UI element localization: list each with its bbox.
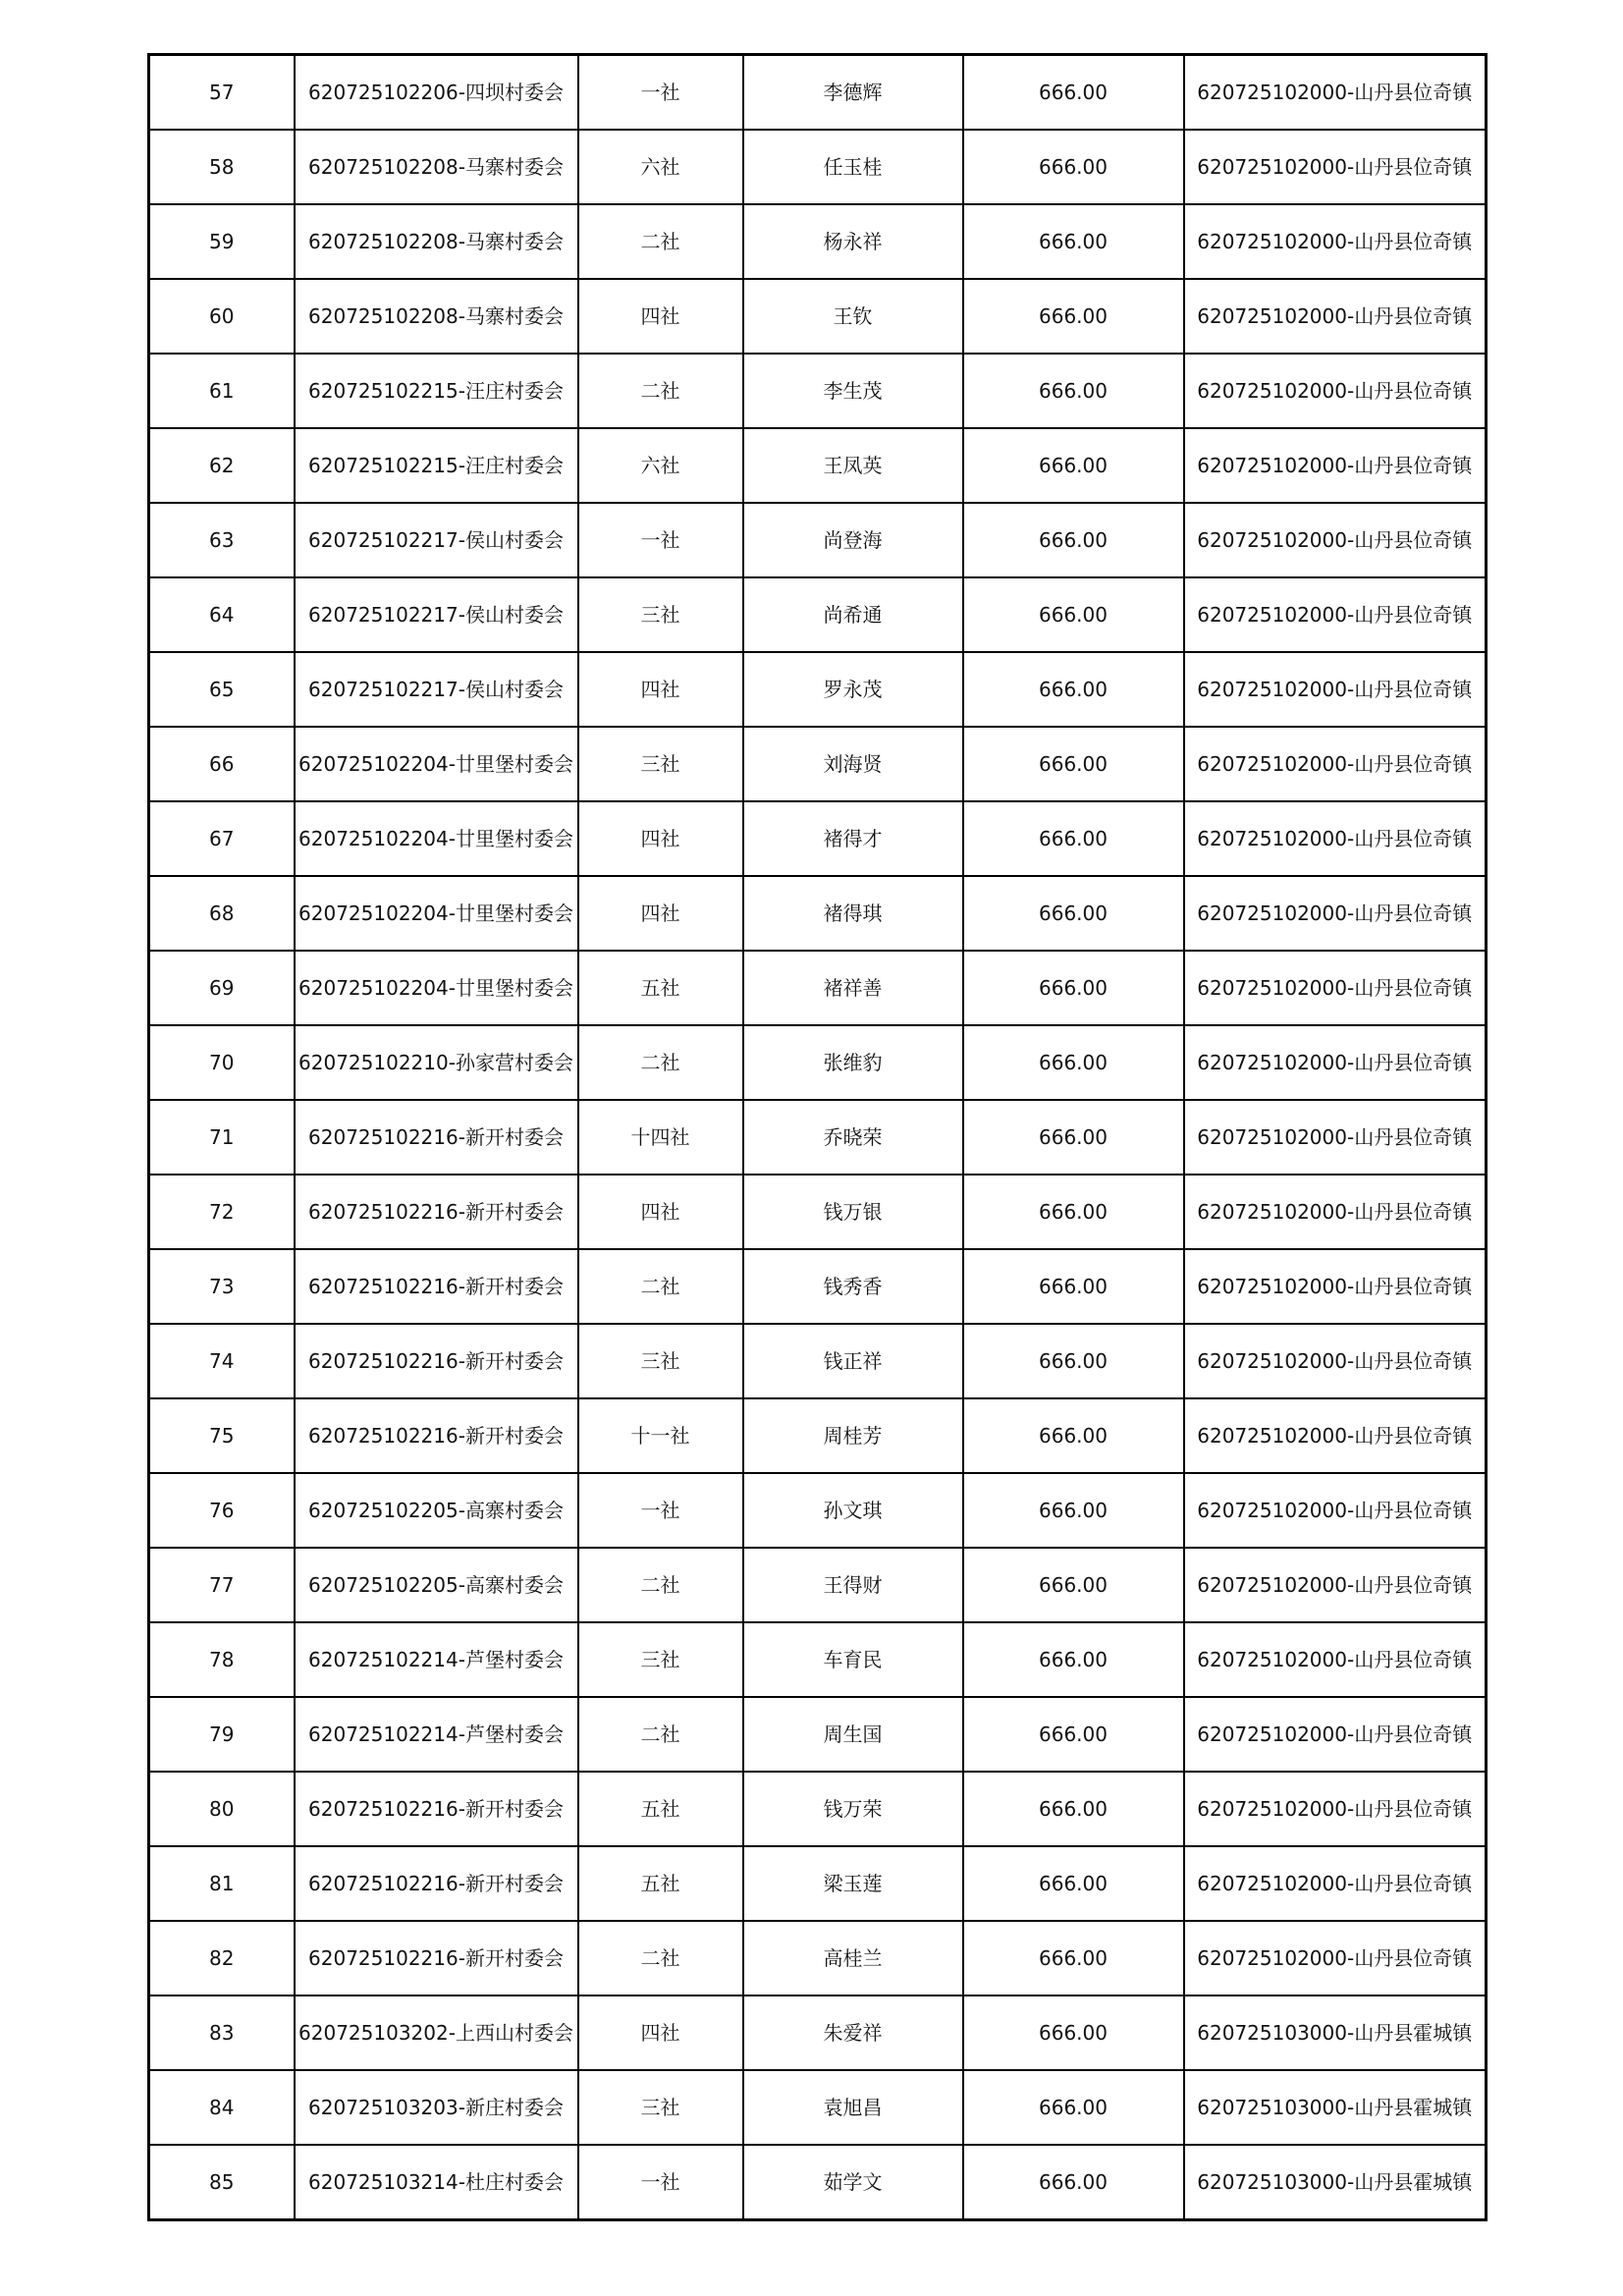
table-row (149, 2145, 1487, 2220)
village-committee-cell: 620725102215-汪庄村委会 (295, 428, 578, 503)
village-committee-cell: 620725103202-上西山村委会 (295, 1995, 578, 2070)
village-committee-cell: 620725102216-新开村委会 (295, 1100, 578, 1175)
village-group-cell: 十一社 (578, 1398, 743, 1473)
township-cell: 620725102000-山丹县位奇镇 (1184, 1324, 1487, 1398)
township-cell: 620725102000-山丹县位奇镇 (1184, 55, 1487, 131)
row-number-cell: 73 (149, 1249, 295, 1324)
amount-cell: 666.00 (963, 652, 1184, 727)
table-row (149, 1995, 1487, 2070)
amount-cell: 666.00 (963, 279, 1184, 354)
township-cell: 620725102000-山丹县位奇镇 (1184, 577, 1487, 652)
amount-cell: 666.00 (963, 727, 1184, 801)
village-group-cell: 三社 (578, 1622, 743, 1697)
row-number-cell: 84 (149, 2070, 295, 2145)
village-committee-cell: 620725102208-马寨村委会 (295, 130, 578, 204)
row-number-cell: 78 (149, 1622, 295, 1697)
township-cell: 620725102000-山丹县位奇镇 (1184, 1548, 1487, 1622)
row-number-cell: 83 (149, 1995, 295, 2070)
village-group-cell: 四社 (578, 801, 743, 876)
person-name-cell: 茹学文 (743, 2145, 963, 2220)
row-number-cell: 67 (149, 801, 295, 876)
row-number-cell: 68 (149, 876, 295, 951)
township-cell: 620725102000-山丹县位奇镇 (1184, 1025, 1487, 1100)
row-number-cell: 75 (149, 1398, 295, 1473)
village-group-cell: 四社 (578, 1175, 743, 1249)
village-group-cell: 一社 (578, 2145, 743, 2220)
person-name-cell: 任玉桂 (743, 130, 963, 204)
table-row (149, 801, 1487, 876)
village-group-cell: 五社 (578, 951, 743, 1025)
township-cell: 620725102000-山丹县位奇镇 (1184, 1398, 1487, 1473)
person-name-cell: 乔晓荣 (743, 1100, 963, 1175)
amount-cell: 666.00 (963, 2070, 1184, 2145)
village-committee-cell: 620725102204-廿里堡村委会 (295, 876, 578, 951)
amount-cell: 666.00 (963, 1398, 1184, 1473)
village-committee-cell: 620725102217-侯山村委会 (295, 503, 578, 577)
village-committee-cell: 620725102216-新开村委会 (295, 1175, 578, 1249)
amount-cell: 666.00 (963, 2145, 1184, 2220)
row-number-cell: 79 (149, 1697, 295, 1772)
person-name-cell: 王凤英 (743, 428, 963, 503)
village-group-cell: 一社 (578, 503, 743, 577)
row-number-cell: 71 (149, 1100, 295, 1175)
table-row (149, 1324, 1487, 1398)
village-group-cell: 二社 (578, 354, 743, 428)
amount-cell: 666.00 (963, 503, 1184, 577)
table-row (149, 1772, 1487, 1846)
person-name-cell: 褚得琪 (743, 876, 963, 951)
village-committee-cell: 620725103214-杜庄村委会 (295, 2145, 578, 2220)
row-number-cell: 65 (149, 652, 295, 727)
village-group-cell: 二社 (578, 1025, 743, 1100)
amount-cell: 666.00 (963, 1249, 1184, 1324)
village-committee-cell: 620725102217-侯山村委会 (295, 652, 578, 727)
person-name-cell: 车育民 (743, 1622, 963, 1697)
village-committee-cell: 620725102214-芦堡村委会 (295, 1697, 578, 1772)
row-number-cell: 76 (149, 1473, 295, 1548)
village-group-cell: 三社 (578, 577, 743, 652)
table-row (149, 951, 1487, 1025)
village-committee-cell: 620725102216-新开村委会 (295, 1772, 578, 1846)
row-number-cell: 63 (149, 503, 295, 577)
row-number-cell: 85 (149, 2145, 295, 2220)
table-row (149, 1175, 1487, 1249)
township-cell: 620725102000-山丹县位奇镇 (1184, 1249, 1487, 1324)
amount-cell: 666.00 (963, 876, 1184, 951)
row-number-cell: 61 (149, 354, 295, 428)
table-row (149, 1846, 1487, 1921)
village-group-cell: 二社 (578, 1697, 743, 1772)
village-group-cell: 四社 (578, 652, 743, 727)
person-name-cell: 褚祥善 (743, 951, 963, 1025)
village-committee-cell: 620725102204-廿里堡村委会 (295, 727, 578, 801)
row-number-cell: 60 (149, 279, 295, 354)
village-committee-cell: 620725102216-新开村委会 (295, 1249, 578, 1324)
table-row (149, 55, 1487, 131)
village-committee-cell: 620725102205-高寨村委会 (295, 1548, 578, 1622)
row-number-cell: 57 (149, 55, 295, 131)
township-cell: 620725102000-山丹县位奇镇 (1184, 428, 1487, 503)
township-cell: 620725102000-山丹县位奇镇 (1184, 1921, 1487, 1995)
township-cell: 620725102000-山丹县位奇镇 (1184, 1772, 1487, 1846)
township-cell: 620725102000-山丹县位奇镇 (1184, 503, 1487, 577)
village-group-cell: 二社 (578, 1921, 743, 1995)
village-group-cell: 二社 (578, 204, 743, 279)
table-row (149, 279, 1487, 354)
row-number-cell: 70 (149, 1025, 295, 1100)
person-name-cell: 孙文琪 (743, 1473, 963, 1548)
township-cell: 620725102000-山丹县位奇镇 (1184, 727, 1487, 801)
subsidy-roster-table (147, 53, 1488, 2221)
village-committee-cell: 620725102216-新开村委会 (295, 1324, 578, 1398)
township-cell: 620725102000-山丹县位奇镇 (1184, 354, 1487, 428)
township-cell: 620725102000-山丹县位奇镇 (1184, 204, 1487, 279)
village-committee-cell: 620725102204-廿里堡村委会 (295, 951, 578, 1025)
table-row (149, 354, 1487, 428)
township-cell: 620725102000-山丹县位奇镇 (1184, 279, 1487, 354)
person-name-cell: 尚希通 (743, 577, 963, 652)
township-cell: 620725102000-山丹县位奇镇 (1184, 951, 1487, 1025)
person-name-cell: 褚得才 (743, 801, 963, 876)
person-name-cell: 罗永茂 (743, 652, 963, 727)
table-row (149, 1025, 1487, 1100)
person-name-cell: 梁玉莲 (743, 1846, 963, 1921)
person-name-cell: 王得财 (743, 1548, 963, 1622)
table-row (149, 130, 1487, 204)
person-name-cell: 钱正祥 (743, 1324, 963, 1398)
person-name-cell: 王钦 (743, 279, 963, 354)
table-row (149, 503, 1487, 577)
person-name-cell: 袁旭昌 (743, 2070, 963, 2145)
village-group-cell: 五社 (578, 1772, 743, 1846)
person-name-cell: 周生国 (743, 1697, 963, 1772)
row-number-cell: 72 (149, 1175, 295, 1249)
village-committee-cell: 620725102214-芦堡村委会 (295, 1622, 578, 1697)
amount-cell: 666.00 (963, 1697, 1184, 1772)
village-committee-cell: 620725103203-新庄村委会 (295, 2070, 578, 2145)
village-group-cell: 十四社 (578, 1100, 743, 1175)
amount-cell: 666.00 (963, 1175, 1184, 1249)
village-group-cell: 四社 (578, 1995, 743, 2070)
township-cell: 620725102000-山丹县位奇镇 (1184, 801, 1487, 876)
township-cell: 620725102000-山丹县位奇镇 (1184, 1622, 1487, 1697)
village-group-cell: 三社 (578, 727, 743, 801)
township-cell: 620725103000-山丹县霍城镇 (1184, 2145, 1487, 2220)
village-group-cell: 五社 (578, 1846, 743, 1921)
table-row (149, 428, 1487, 503)
row-number-cell: 74 (149, 1324, 295, 1398)
person-name-cell: 朱爱祥 (743, 1995, 963, 2070)
township-cell: 620725102000-山丹县位奇镇 (1184, 1100, 1487, 1175)
village-committee-cell: 620725102208-马寨村委会 (295, 204, 578, 279)
row-number-cell: 69 (149, 951, 295, 1025)
township-cell: 620725102000-山丹县位奇镇 (1184, 130, 1487, 204)
village-committee-cell: 620725102215-汪庄村委会 (295, 354, 578, 428)
row-number-cell: 81 (149, 1846, 295, 1921)
village-group-cell: 六社 (578, 130, 743, 204)
village-group-cell: 三社 (578, 1324, 743, 1398)
village-committee-cell: 620725102216-新开村委会 (295, 1921, 578, 1995)
amount-cell: 666.00 (963, 130, 1184, 204)
amount-cell: 666.00 (963, 951, 1184, 1025)
person-name-cell: 杨永祥 (743, 204, 963, 279)
person-name-cell: 张维豹 (743, 1025, 963, 1100)
village-group-cell: 二社 (578, 1249, 743, 1324)
table-row (149, 577, 1487, 652)
village-committee-cell: 620725102216-新开村委会 (295, 1846, 578, 1921)
person-name-cell: 李德辉 (743, 55, 963, 131)
amount-cell: 666.00 (963, 1622, 1184, 1697)
person-name-cell: 尚登海 (743, 503, 963, 577)
village-committee-cell: 620725102204-廿里堡村委会 (295, 801, 578, 876)
amount-cell: 666.00 (963, 428, 1184, 503)
village-group-cell: 一社 (578, 55, 743, 131)
township-cell: 620725102000-山丹县位奇镇 (1184, 1175, 1487, 1249)
amount-cell: 666.00 (963, 1772, 1184, 1846)
village-committee-cell: 620725102208-马寨村委会 (295, 279, 578, 354)
village-group-cell: 二社 (578, 1548, 743, 1622)
row-number-cell: 58 (149, 130, 295, 204)
amount-cell: 666.00 (963, 1324, 1184, 1398)
township-cell: 620725102000-山丹县位奇镇 (1184, 1697, 1487, 1772)
village-committee-cell: 620725102205-高寨村委会 (295, 1473, 578, 1548)
table-row (149, 1473, 1487, 1548)
row-number-cell: 64 (149, 577, 295, 652)
amount-cell: 666.00 (963, 1921, 1184, 1995)
village-committee-cell: 620725102206-四坝村委会 (295, 55, 578, 131)
table-row (149, 204, 1487, 279)
township-cell: 620725102000-山丹县位奇镇 (1184, 1473, 1487, 1548)
person-name-cell: 李生茂 (743, 354, 963, 428)
table-row (149, 1622, 1487, 1697)
table-row (149, 1548, 1487, 1622)
person-name-cell: 钱秀香 (743, 1249, 963, 1324)
township-cell: 620725103000-山丹县霍城镇 (1184, 1995, 1487, 2070)
row-number-cell: 66 (149, 727, 295, 801)
amount-cell: 666.00 (963, 577, 1184, 652)
table-row (149, 652, 1487, 727)
village-group-cell: 四社 (578, 279, 743, 354)
village-committee-cell: 620725102216-新开村委会 (295, 1398, 578, 1473)
table-row (149, 1100, 1487, 1175)
village-group-cell: 一社 (578, 1473, 743, 1548)
person-name-cell: 钱万银 (743, 1175, 963, 1249)
row-number-cell: 80 (149, 1772, 295, 1846)
township-cell: 620725102000-山丹县位奇镇 (1184, 876, 1487, 951)
row-number-cell: 62 (149, 428, 295, 503)
roster-table-body (149, 55, 1487, 2220)
person-name-cell: 钱万荣 (743, 1772, 963, 1846)
table-row (149, 1697, 1487, 1772)
person-name-cell: 刘海贤 (743, 727, 963, 801)
amount-cell: 666.00 (963, 354, 1184, 428)
amount-cell: 666.00 (963, 801, 1184, 876)
row-number-cell: 59 (149, 204, 295, 279)
amount-cell: 666.00 (963, 204, 1184, 279)
amount-cell: 666.00 (963, 1548, 1184, 1622)
table-row (149, 876, 1487, 951)
table-row (149, 1249, 1487, 1324)
village-group-cell: 六社 (578, 428, 743, 503)
village-group-cell: 三社 (578, 2070, 743, 2145)
township-cell: 620725102000-山丹县位奇镇 (1184, 1846, 1487, 1921)
amount-cell: 666.00 (963, 1846, 1184, 1921)
amount-cell: 666.00 (963, 1473, 1184, 1548)
village-group-cell: 四社 (578, 876, 743, 951)
row-number-cell: 82 (149, 1921, 295, 1995)
amount-cell: 666.00 (963, 1995, 1184, 2070)
table-row (149, 1398, 1487, 1473)
table-row (149, 727, 1487, 801)
village-committee-cell: 620725102217-侯山村委会 (295, 577, 578, 652)
person-name-cell: 周桂芳 (743, 1398, 963, 1473)
table-row (149, 1921, 1487, 1995)
village-committee-cell: 620725102210-孙家营村委会 (295, 1025, 578, 1100)
row-number-cell: 77 (149, 1548, 295, 1622)
amount-cell: 666.00 (963, 55, 1184, 131)
amount-cell: 666.00 (963, 1100, 1184, 1175)
table-row (149, 2070, 1487, 2145)
amount-cell: 666.00 (963, 1025, 1184, 1100)
township-cell: 620725102000-山丹县位奇镇 (1184, 652, 1487, 727)
person-name-cell: 高桂兰 (743, 1921, 963, 1995)
township-cell: 620725103000-山丹县霍城镇 (1184, 2070, 1487, 2145)
